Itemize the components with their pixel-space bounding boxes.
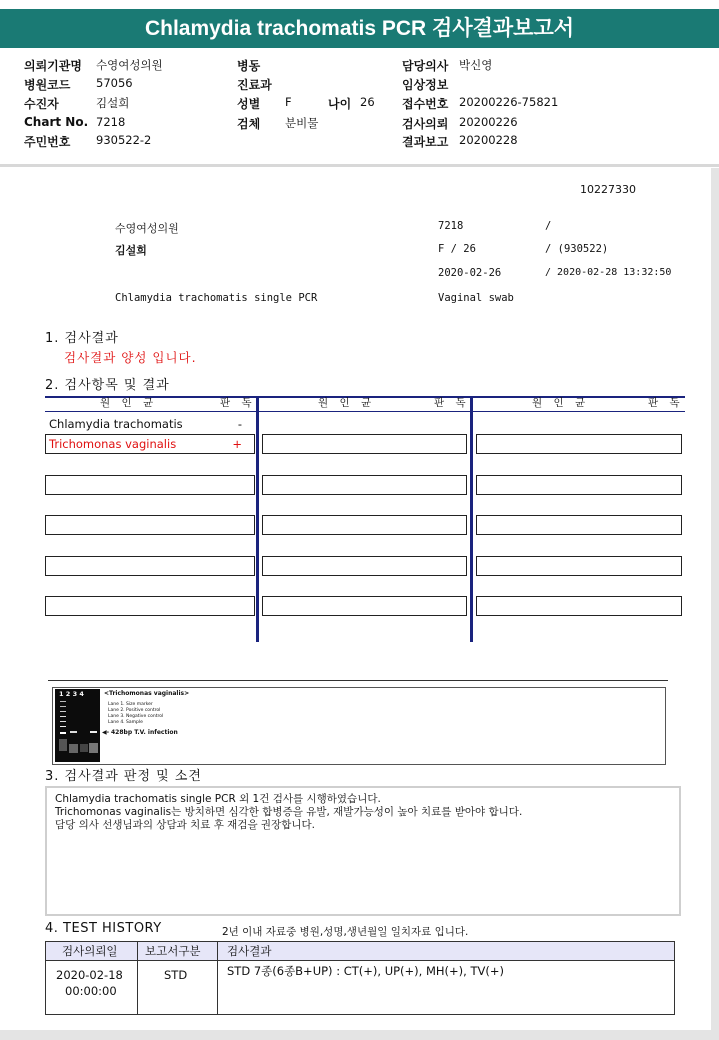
report-chart: 7218	[438, 220, 464, 232]
report-date-label: 결과보고	[402, 135, 449, 149]
hospital-code-label: 병원코드	[24, 78, 71, 92]
gel-title: <Trichomonas vaginalis>	[104, 690, 190, 697]
results-table-header-line	[45, 411, 685, 412]
result-cell-empty	[476, 596, 682, 616]
history-header-result: 검사결과	[227, 944, 272, 958]
ward-label: 병동	[237, 59, 261, 73]
gel-band-label: 428bp T.V. infection	[111, 729, 178, 736]
result-cell-empty	[262, 596, 467, 616]
sex-label: 성별	[237, 97, 261, 111]
result-cell-empty	[262, 475, 467, 495]
id-label: 주민번호	[24, 135, 71, 149]
specimen-value: 분비물	[285, 116, 319, 130]
header-divider	[0, 164, 719, 167]
hospital-code-value: 57056	[96, 76, 133, 90]
doctor-label: 담당의사	[402, 59, 449, 73]
institution-label: 의뢰기관명	[24, 59, 82, 73]
report-header	[0, 56, 719, 164]
history-type: STD	[164, 968, 188, 982]
report-slash: /	[545, 220, 552, 232]
clinical-label: 임상정보	[402, 78, 449, 92]
report-test-name: Chlamydia trachomatis single PCR	[115, 292, 318, 304]
chart-label: Chart No.	[24, 115, 89, 129]
panel-bottom	[0, 1030, 719, 1040]
result-cell-empty	[262, 515, 467, 535]
report-reported: / 2020-02-28 13:32:50	[545, 267, 672, 278]
patient-label: 수진자	[24, 97, 59, 111]
gel-top-line	[48, 680, 668, 681]
report-clinic: 수영여성의원	[115, 222, 179, 235]
history-date: 2020-02-18	[56, 968, 123, 982]
history-note: 2년 이내 자료중 병원,성명,생년월일 일치자료 입니다.	[222, 926, 469, 938]
report-sex-age: F / 26	[438, 243, 476, 255]
receipt-label: 접수번호	[402, 97, 449, 111]
col-judge-2: 판 독	[434, 397, 470, 409]
col-judge-1: 판 독	[220, 397, 256, 409]
section2-title: 2. 검사항목 및 결과	[45, 378, 170, 393]
result-cell-empty	[476, 515, 682, 535]
result-cell-empty	[476, 556, 682, 576]
result-row-chlamydia	[46, 414, 256, 434]
report-patient: 김설희	[115, 244, 147, 257]
sex-value: F	[285, 95, 292, 109]
gel-lane-numbers: 1 2 3 4	[59, 690, 84, 698]
result-cell-empty	[45, 556, 255, 576]
opinion-box	[45, 786, 681, 916]
doctor-value: 박신영	[459, 58, 493, 72]
history-table	[45, 941, 675, 1015]
result-cell-empty	[262, 556, 467, 576]
result-cell-empty	[45, 596, 255, 616]
gel-legend-4: Lane 4. Sample	[108, 720, 143, 725]
report-birth: / (930522)	[545, 243, 609, 255]
report-received: 2020-02-26	[438, 267, 502, 279]
age-value: 26	[360, 95, 375, 109]
result-cell-empty	[45, 515, 255, 535]
section4-title: 4. TEST HISTORY	[45, 921, 162, 936]
col-pathogen-1: 원 인 균	[100, 397, 158, 409]
chart-value: 7218	[96, 115, 126, 129]
request-value: 20200226	[459, 115, 518, 129]
gel-arrow-icon: ◀-	[102, 729, 110, 736]
report-title: Chlamydia trachomatis PCR 검사결과보고서	[0, 9, 719, 48]
gel-electrophoresis-image	[55, 689, 100, 762]
report-specimen: Vaginal swab	[438, 292, 514, 304]
gel-legend-2: Lane 2. Positive control	[108, 708, 161, 713]
report-number: 10227330	[580, 183, 636, 196]
receipt-value: 20200226-75821	[459, 95, 559, 109]
history-header-date: 검사의뢰일	[62, 944, 118, 958]
institution-value: 수영여성의원	[96, 58, 163, 72]
opinion-line-1: Chlamydia trachomatis single PCR 외 1건 검사를 시행하였습니다.	[55, 793, 381, 805]
result-cell-empty	[45, 475, 255, 495]
panel-edge	[711, 168, 719, 1030]
result-pathogen: Trichomonas vaginalis	[49, 437, 177, 451]
history-header-type: 보고서구분	[145, 944, 201, 958]
gel-image-frame	[52, 687, 666, 765]
col-judge-3: 판 독	[648, 397, 684, 409]
gel-legend-1: Lane 1. Size marker	[108, 702, 153, 707]
result-mark: +	[232, 437, 242, 451]
section1-title: 1. 검사결과	[45, 331, 119, 346]
result-cell-empty	[476, 434, 682, 454]
section1-result: 검사결과 양성 입니다.	[64, 350, 197, 365]
result-cell-empty	[476, 475, 682, 495]
report-date-value: 20200228	[459, 133, 518, 147]
section3-title: 3. 검사결과 판정 및 소견	[45, 769, 202, 784]
result-cell-empty	[262, 434, 467, 454]
col-pathogen-2: 원 인 균	[318, 397, 376, 409]
age-label: 나이	[328, 97, 352, 111]
patient-value: 김설희	[96, 96, 130, 110]
gel-legend-3: Lane 3. Negative control	[108, 714, 164, 719]
result-mark: -	[237, 417, 242, 431]
col-pathogen-3: 원 인 균	[532, 397, 590, 409]
id-value: 930522-2	[96, 133, 152, 147]
result-row-trichomonas	[45, 434, 255, 454]
results-col-divider-1	[256, 396, 259, 642]
opinion-line-3: 담당 의사 선생님과의 상담과 치료 후 재검을 권장합니다.	[55, 819, 315, 831]
dept-label: 진료과	[237, 78, 272, 92]
history-result: STD 7종(6종B+UP) : CT(+), UP(+), MH(+), TV(+)	[227, 964, 504, 978]
opinion-line-2: Trichomonas vaginalis는 방치하면 심각한 합병증을 유발, 재발가능성이 높아 치료를 받아야 합니다.	[55, 806, 523, 818]
request-label: 검사의뢰	[402, 117, 449, 131]
history-time: 00:00:00	[65, 984, 117, 998]
results-col-divider-2	[470, 396, 473, 642]
specimen-label: 검체	[237, 117, 261, 131]
result-pathogen: Chlamydia trachomatis	[49, 417, 183, 431]
